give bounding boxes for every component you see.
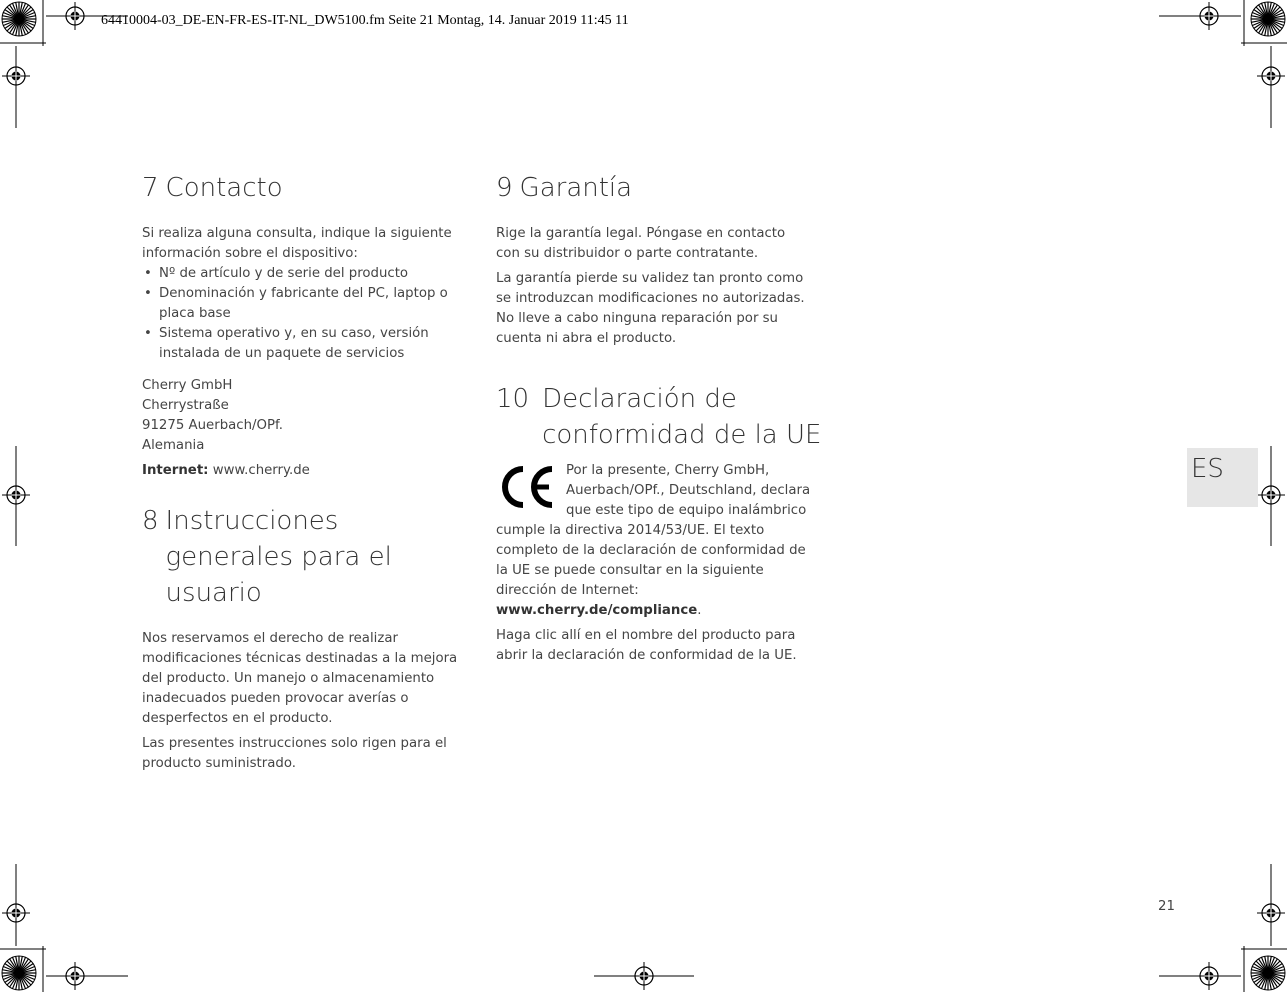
language-tab	[1187, 448, 1258, 507]
ce-mark-icon	[496, 461, 554, 513]
internet-line	[142, 461, 472, 481]
section-number: 7	[142, 173, 159, 203]
address-line: Cherry GmbH	[142, 378, 233, 393]
section-contacto	[142, 170, 472, 481]
paragraph: Las presentes instrucciones solo rigen para el producto suministrado.	[142, 736, 447, 771]
internet-label: Internet:	[142, 463, 209, 478]
paragraph: La garantía pierde su validez tan pronto como se introduzcan modificaciones no autorizadas. No lleve a cabo ninguna reparación por su cuenta ni abra el producto.	[496, 271, 805, 346]
paragraph: Rige la garantía legal. Póngase en contacto con su distribuidor o parte contratante.	[496, 226, 786, 261]
compliance-url-line	[496, 601, 826, 621]
address-line: 91275 Auerbach/OPf.	[142, 418, 283, 433]
address-line: Cherrystraße	[142, 398, 229, 413]
section-title: Garantía	[519, 173, 633, 203]
section-number: 10	[496, 384, 530, 414]
language-code: ES	[1191, 454, 1224, 484]
list-item: • Nº de artículo y de serie del producto	[142, 264, 472, 284]
heading-declaracion	[496, 381, 826, 453]
list-item: • Sistema operativo y, en su caso, versión instalada de un paquete de servicios	[142, 324, 472, 364]
section-garantia	[496, 170, 826, 349]
section-declaracion	[496, 381, 826, 666]
paragraph: Nos reservamos el derecho de realizar modificaciones técnicas destinadas a la mejora del producto. Un manejo o almacenamiento inadecuados pueden provocar averías o desperfectos en el producto.	[142, 631, 458, 726]
company-address	[142, 376, 472, 456]
address-line: Alemania	[142, 438, 205, 453]
section-number: 8	[142, 506, 159, 536]
list-item: • Denominación y fabricante del PC, laptop o placa base	[142, 284, 472, 324]
section-instrucciones	[142, 503, 472, 774]
url-suffix: .	[697, 603, 702, 618]
contact-info-list	[142, 264, 472, 364]
page-number: 21	[1158, 899, 1175, 914]
declaration-text: Por la presente, Cherry GmbH, Auerbach/OPf., Deutschland, declara que este tipo de equipo inalámbrico cumple la directiva 2014/53/UE. El texto completo de la declaración de conformidad de la UE se puede consultar en la siguiente dirección de Internet:	[496, 463, 811, 598]
section-title: Declaración de conformidad de la UE	[542, 384, 822, 450]
contact-intro: Si realiza alguna consulta, indique la siguiente información sobre el dispositivo:	[142, 226, 452, 261]
section-title: Contacto	[165, 173, 283, 203]
section-title: Instrucciones generales para el usuario	[165, 506, 392, 608]
heading-garantia	[496, 170, 826, 206]
internet-link[interactable]: www.cherry.de	[212, 463, 310, 478]
right-column	[496, 170, 826, 666]
declaration-block	[496, 461, 826, 666]
declaration-closing: Haga clic allí en el nombre del producto para abrir la declaración de conformidad de la UE.	[496, 628, 797, 663]
left-column	[142, 170, 472, 774]
section-number: 9	[496, 173, 513, 203]
compliance-link[interactable]: www.cherry.de/compliance	[496, 603, 698, 618]
heading-contacto	[142, 170, 472, 206]
print-slug: 64410004-03_DE-EN-FR-ES-IT-NL_DW5100.fm Seite 21 Montag, 14. Januar 2019 11:45 11	[101, 13, 629, 28]
heading-instrucciones	[142, 503, 472, 611]
